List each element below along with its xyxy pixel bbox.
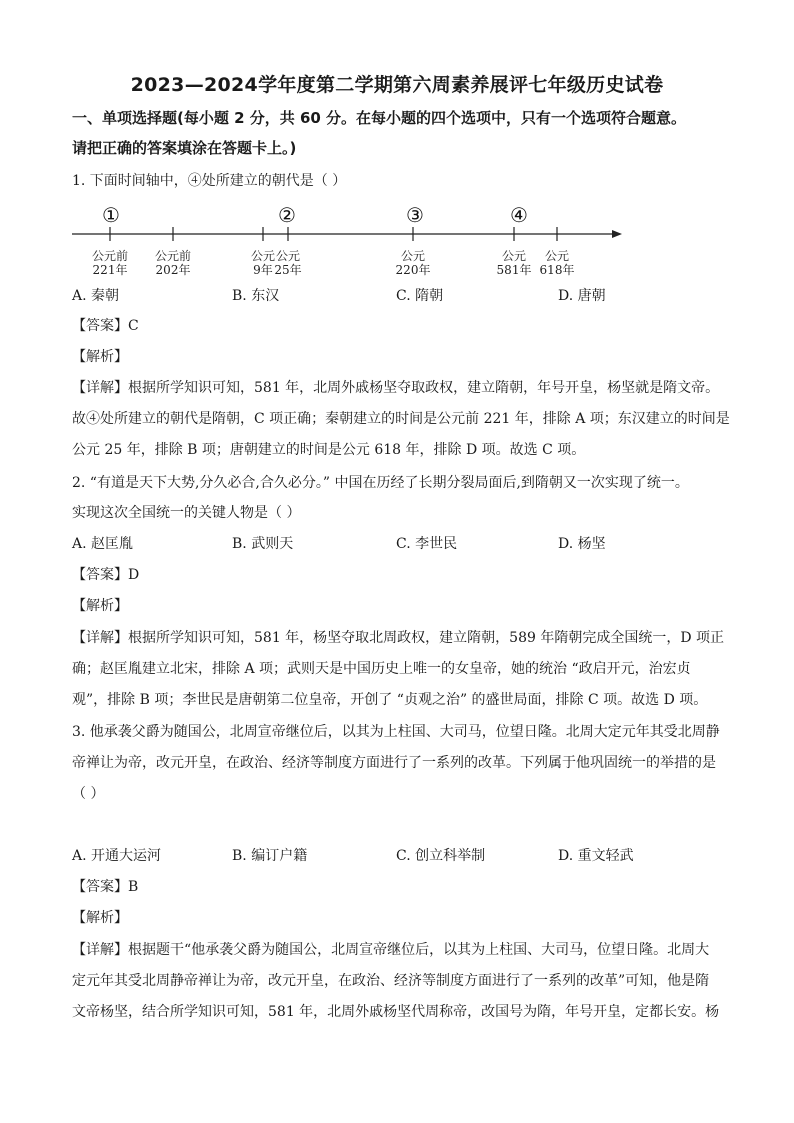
q1-detail-text1: 根据所学知识可知，581 年，北周外戚杨坚夺取政权，建立隋朝，年号开皇，杨坚就是隋文帝。 [128,380,720,396]
q2-stem-line1: 2. “有道是天下大势,分久必合,合久必分。” 中国在历经了长期分裂局面后,到隋朝又一次实现了统一。 [72,475,689,491]
timeline-arrow [612,230,622,238]
q2-answer [72,565,732,585]
timeline-tick-label-year: 25年 [274,263,302,277]
timeline-tick-label-era: 公元 [501,249,527,263]
q2-option-c[interactable]: C. 李世民 [396,536,458,552]
q2-answer-value: D [128,567,140,583]
q1-detail-line1 [72,378,732,398]
q1-option-a[interactable]: A. 秦朝 [72,288,120,304]
timeline-tick-label-year: 220年 [395,263,431,277]
q3-detail-line3: 文帝杨坚，结合所学知识可知，581 年，北周外戚杨坚代周称帝，改国号为隋，年号开皇，定都长安。杨 [72,1004,720,1020]
q1-option-b[interactable]: B. 东汉 [232,288,280,304]
q3-detail-text1: 根据题干“他承袭父爵为随国公，北周宣帝继位后，以其为上柱国、大司马，位望日隆。北周大 [128,942,710,958]
timeline-tick-label-era: 公元前 [91,249,129,263]
q3-option-b[interactable]: B. 编订户籍 [232,848,308,864]
q3-option-c[interactable]: C. 创立科举制 [396,848,486,864]
q2-option-b[interactable]: B. 武则天 [232,536,294,552]
q3-analysis-label [72,908,732,928]
q2-analysis-label [72,596,732,616]
q2-detail-line1 [72,628,732,648]
answer-label: 【答案】 [72,879,128,895]
q3-option-a[interactable]: A. 开通大运河 [72,848,162,864]
q2-detail-text1: 根据所学知识可知，581 年，杨坚夺取北周政权，建立隋朝，589 年隋朝完成全国统一，D 项正 [128,630,725,646]
q3-answer-value: B [128,879,139,895]
timeline-tick-label-era: 公元 [544,249,570,263]
detail-label: 【详解】 [72,942,128,958]
timeline-tick-label-era: 公元 [400,249,426,263]
timeline-tick-label-year: 221年 [92,263,128,277]
q2-option-a[interactable]: A. 赵匡胤 [72,536,134,552]
q2-stem-line2: 实现这次全国统一的关键人物是（ ） [72,505,301,521]
page-title: 2023—2024学年度第二学期第六周素养展评七年级历史试卷 [130,74,664,96]
section-heading-line2: 请把正确的答案填涂在答题卡上。) [72,139,297,157]
q3-option-d[interactable]: D. 重文轻武 [558,848,634,864]
analysis-label: 【解析】 [72,598,128,614]
analysis-label: 【解析】 [72,910,128,926]
timeline-marker: ④ [510,203,528,227]
timeline-tick-label-year: 618年 [539,263,575,277]
timeline-marker: ② [278,203,296,227]
q3-answer [72,877,732,897]
timeline-markers [102,203,528,227]
q3-stem-line2: 帝禅让为帝，改元开皇，在政治、经济等制度方面进行了一系列的改革。下列属于他巩固统一的举措的是 [72,755,716,771]
q3-detail-line1 [72,940,732,960]
timeline-tick-label-era: 公元前 [154,249,192,263]
timeline-tick-label-era: 公元 [250,249,276,263]
q1-detail-line3: 公元 25 年，排除 B 项；唐朝建立的时间是公元 618 年，排除 D 项。故选 C 项。 [72,442,586,458]
answer-label: 【答案】 [72,318,128,334]
q1-stem: 1. 下面时间轴中，④处所建立的朝代是（ ） [72,173,347,189]
q1-timeline [60,200,640,282]
analysis-label: 【解析】 [72,349,128,365]
q1-option-c[interactable]: C. 隋朝 [396,288,444,304]
q2-detail-line3: 观”，排除 B 项；李世民是唐朝第二位皇帝，开创了 “贞观之治” 的盛世局面，排除 C 项。故选 D 项。 [72,692,708,708]
timeline-tick-label-year: 9年 [253,263,273,277]
q1-answer-value: C [128,318,139,334]
q2-detail-line2: 确；赵匡胤建立北宋，排除 A 项；武则天是中国历史上唯一的女皇帝，她的统治 “政启开元，治宏贞 [72,661,691,677]
timeline-tick-label-year: 202年 [155,263,191,277]
q3-stem-line3: （ ） [72,786,105,802]
timeline-marker: ① [102,203,120,227]
q2-option-d[interactable]: D. 杨坚 [558,536,606,552]
answer-label: 【答案】 [72,567,128,583]
q1-analysis-label [72,347,732,367]
q1-option-d[interactable]: D. 唐朝 [558,288,606,304]
q1-detail-line2: 故④处所建立的朝代是隋朝，C 项正确；秦朝建立的时间是公元前 221 年，排除 A 项；东汉建立的时间是 [72,411,730,427]
detail-label: 【详解】 [72,630,128,646]
q1-answer [72,316,732,336]
detail-label: 【详解】 [72,380,128,396]
section-heading-line1: 一、单项选择题(每小题 2 分，共 60 分。在每小题的四个选项中，只有一个选项符合题意。 [72,109,687,127]
timeline-tick-label-year: 581年 [496,263,532,277]
timeline-tick-label-era: 公元 [275,249,301,263]
q3-detail-line2: 定元年其受北周静帝禅让为帝，改元开皇，在政治、经济等制度方面进行了一系列的改革”可知，他是隋 [72,973,710,989]
timeline-marker: ③ [406,203,424,227]
q3-stem-line1: 3. 他承袭父爵为随国公，北周宣帝继位后，以其为上柱国、大司马，位望日隆。北周大定元年其受北周静 [72,724,720,740]
